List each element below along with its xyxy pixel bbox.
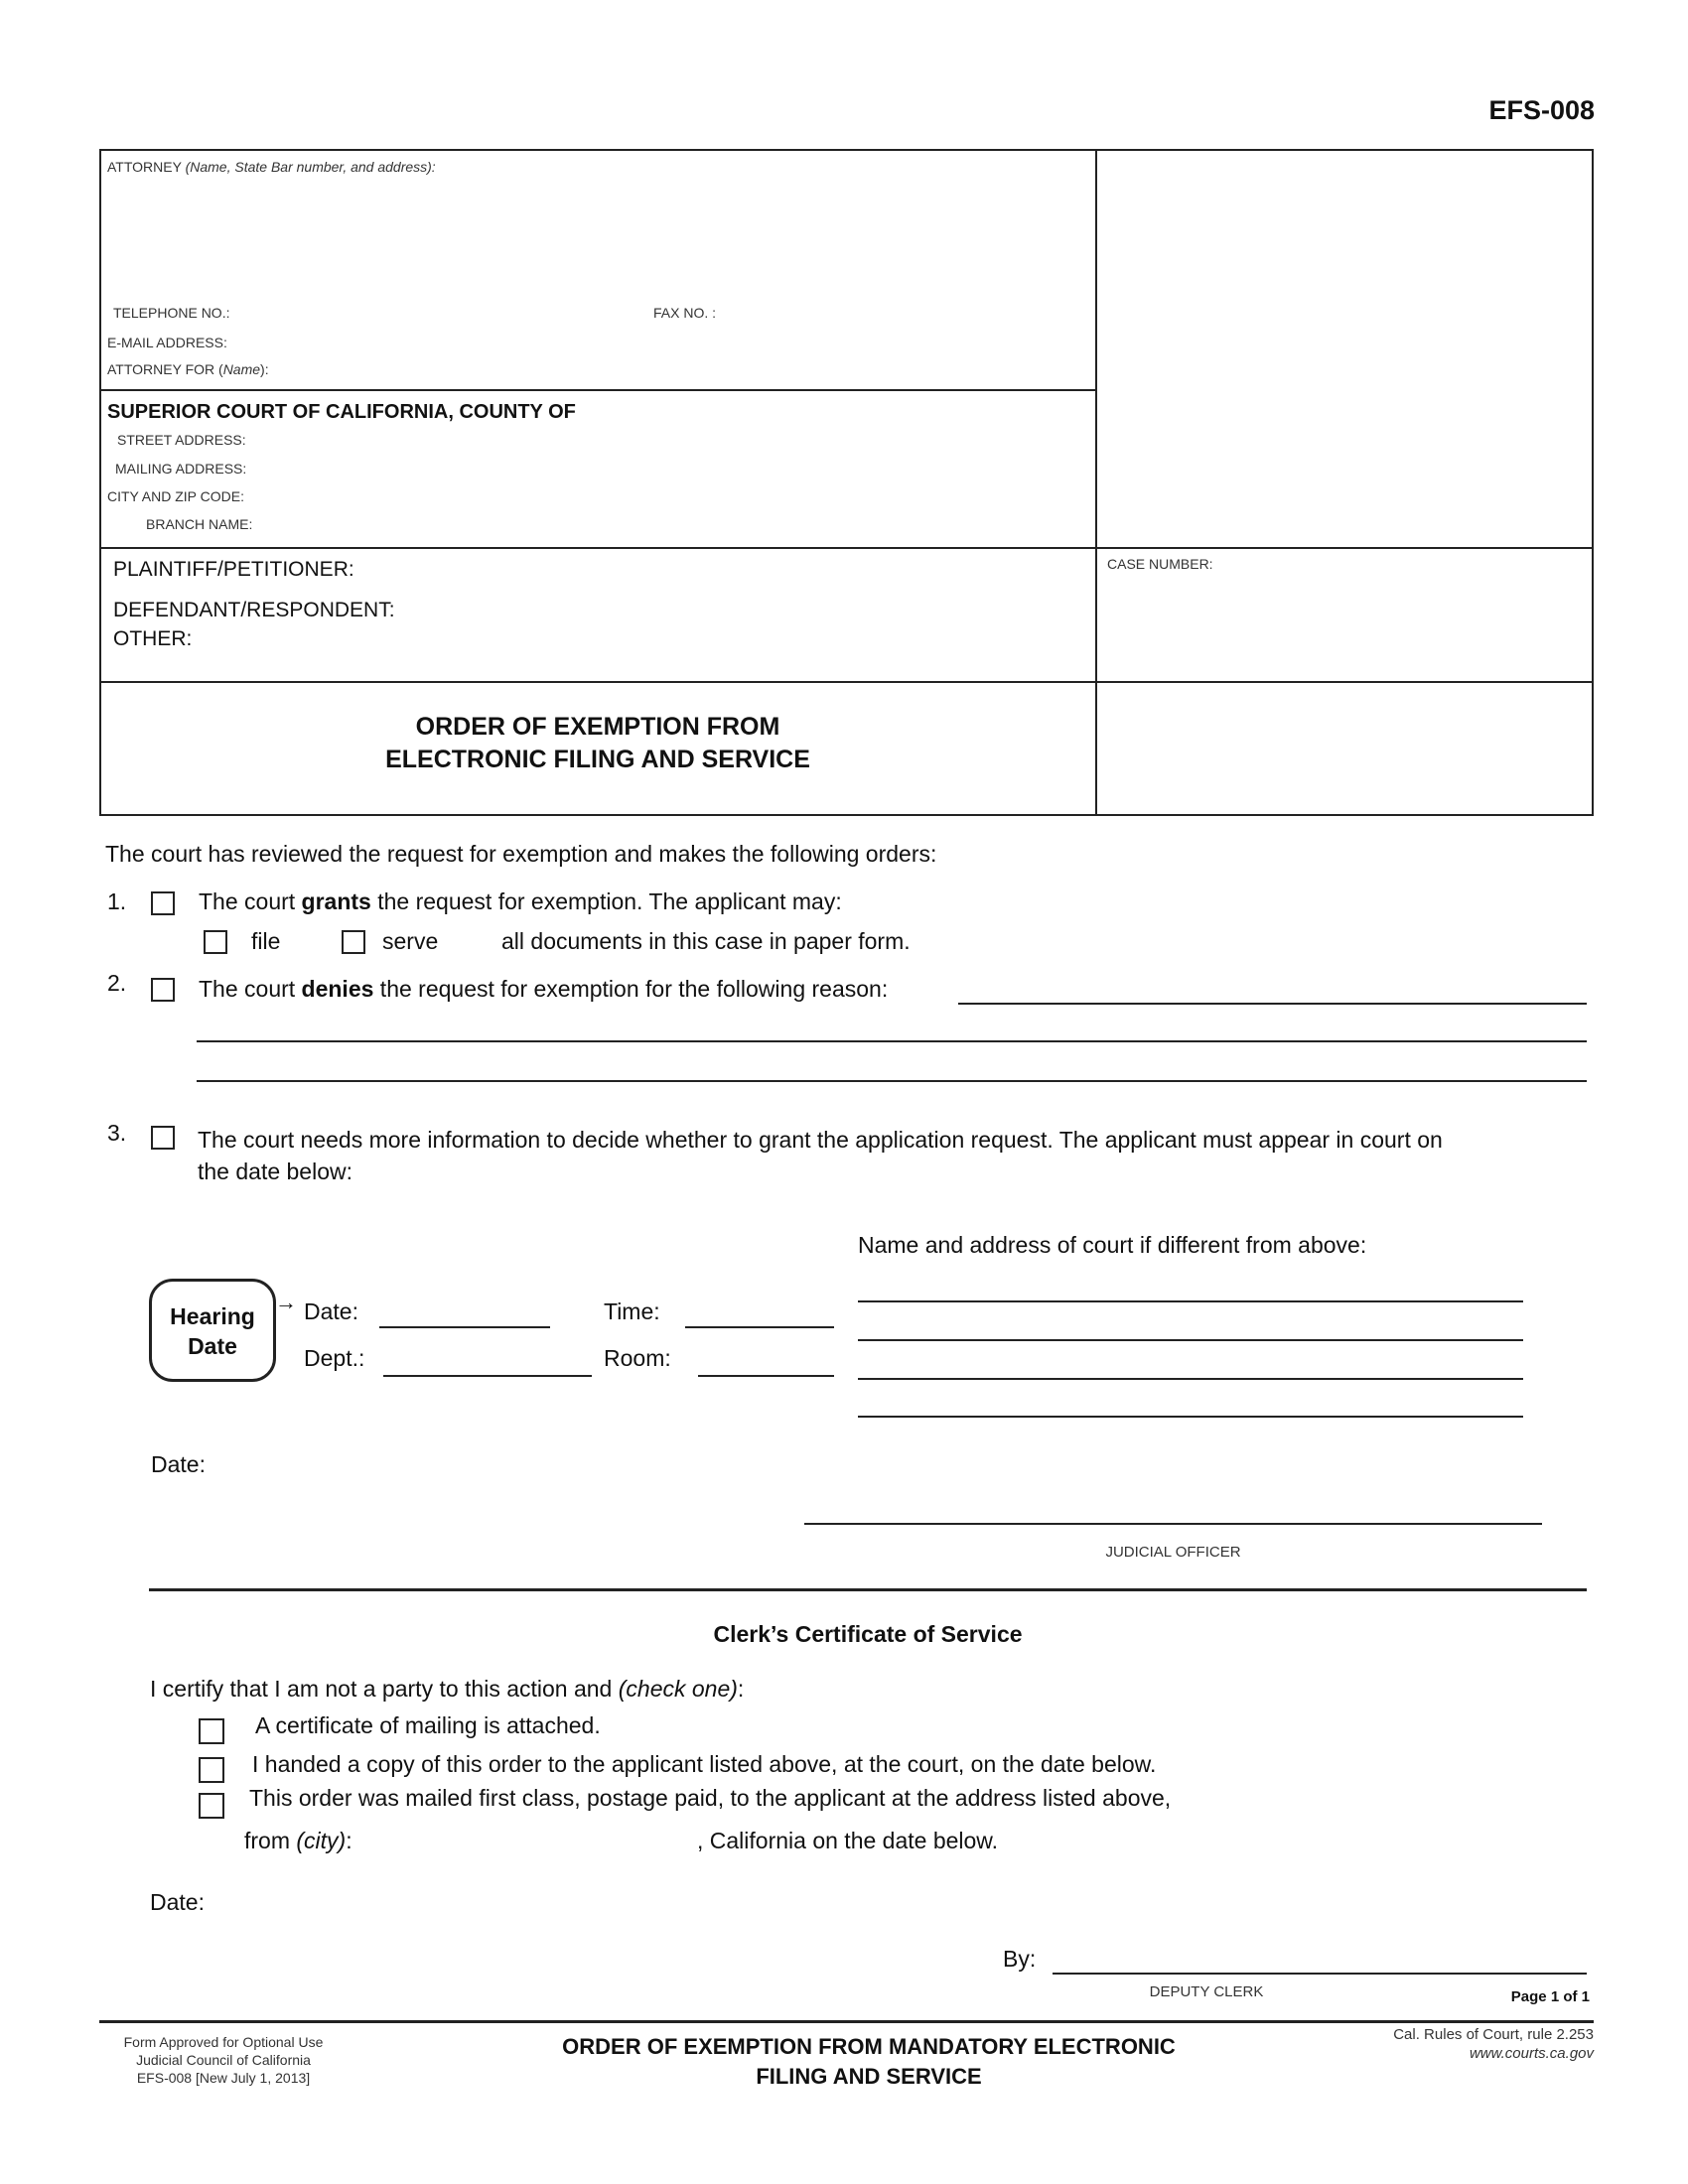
deny-text bbox=[199, 976, 888, 1003]
grant-checkbox[interactable] bbox=[151, 891, 175, 915]
california-text: , California on the date below. bbox=[697, 1828, 999, 1853]
attorney-label bbox=[107, 159, 436, 175]
arrow-icon: → bbox=[275, 1290, 297, 1314]
certify-text-post: : bbox=[737, 1676, 745, 1702]
grant-text bbox=[199, 888, 842, 915]
mailed-text: This order was mailed first class, postage paid, to the applicant at the address listed above, bbox=[249, 1785, 1172, 1811]
attorney-for-name-hint: Name bbox=[222, 361, 261, 377]
defendant-label: DEFENDANT/RESPONDENT: bbox=[113, 599, 395, 621]
deputy-clerk-label: DEPUTY CLERK bbox=[1149, 1983, 1264, 2000]
more-info-line1: The court needs more information to decide whether to grant the application request. The applicant must appear in court on bbox=[198, 1127, 1443, 1153]
more-info-line2: the date below: bbox=[198, 1159, 353, 1184]
more-info-text bbox=[198, 1124, 1443, 1187]
serve-checkbox[interactable] bbox=[342, 930, 365, 954]
footer-title bbox=[477, 2032, 1261, 2092]
file-label: file bbox=[251, 928, 281, 954]
approved-line2: Judicial Council of California bbox=[136, 2052, 311, 2068]
attorney-for-label bbox=[107, 361, 269, 377]
serve-label: serve bbox=[382, 928, 439, 954]
item2-number: 2. bbox=[107, 970, 127, 996]
certificate-mailing-text: A certificate of mailing is attached. bbox=[255, 1712, 601, 1738]
item1-number: 1. bbox=[107, 888, 127, 914]
hearing-badge-line2: Date bbox=[188, 1333, 237, 1359]
judicial-officer-label: JUDICIAL OFFICER bbox=[1105, 1544, 1241, 1561]
orders-intro: The court has reviewed the request for exemption and makes the following orders: bbox=[105, 841, 937, 867]
deny-text-post: the request for exemption for the following reason: bbox=[373, 976, 889, 1002]
grant-text-pre: The court bbox=[199, 888, 302, 914]
fax-label: FAX NO. : bbox=[653, 305, 717, 321]
deny-reason-line-2[interactable] bbox=[197, 1040, 1587, 1042]
court-address-line-1[interactable] bbox=[858, 1300, 1523, 1302]
paper-form-text: all documents in this case in paper form. bbox=[501, 928, 911, 954]
clerk-date-label: Date: bbox=[150, 1889, 205, 1915]
deny-checkbox[interactable] bbox=[151, 978, 175, 1002]
footer-rule bbox=[99, 2020, 1594, 2023]
certify-text bbox=[150, 1676, 744, 1703]
section-divider bbox=[149, 1588, 1587, 1591]
handed-copy-text: I handed a copy of this order to the applicant listed above, at the court, on the date below. bbox=[252, 1751, 1157, 1777]
footer-title-line2: FILING AND SERVICE bbox=[756, 2064, 982, 2089]
grant-text-post: the request for exemption. The applicant may: bbox=[370, 888, 842, 914]
hearing-dept-label: Dept.: bbox=[304, 1345, 365, 1371]
file-checkbox[interactable] bbox=[204, 930, 227, 954]
caption-divider-parties bbox=[99, 681, 1594, 683]
city-zip-label: CITY AND ZIP CODE: bbox=[107, 488, 244, 504]
hearing-dept-line[interactable] bbox=[383, 1375, 592, 1377]
certify-text-pre: I certify that I am not a party to this action and bbox=[150, 1676, 619, 1702]
court-address-line-4[interactable] bbox=[858, 1416, 1523, 1418]
from-city-hint: (city) bbox=[296, 1828, 347, 1853]
caption-divider-court bbox=[99, 547, 1594, 549]
by-label: By: bbox=[1003, 1946, 1037, 1972]
more-info-checkbox[interactable] bbox=[151, 1126, 175, 1150]
email-label: E-MAIL ADDRESS: bbox=[107, 335, 227, 350]
attorney-for-close: ): bbox=[260, 361, 269, 377]
branch-name-label: BRANCH NAME: bbox=[146, 516, 253, 532]
deny-text-bold: denies bbox=[301, 976, 374, 1002]
court-address-line-2[interactable] bbox=[858, 1339, 1523, 1341]
case-number-label: CASE NUMBER: bbox=[1107, 556, 1213, 572]
attorney-hint: (Name, State Bar number, and address): bbox=[185, 159, 436, 175]
hearing-date-badge bbox=[149, 1279, 276, 1382]
certify-text-italic: (check one) bbox=[618, 1676, 738, 1702]
hearing-date-line[interactable] bbox=[379, 1326, 550, 1328]
grant-text-bold: grants bbox=[301, 888, 371, 914]
document-title-line1: ORDER OF EXEMPTION FROM bbox=[415, 713, 780, 741]
from-city-text bbox=[244, 1828, 352, 1854]
court-address-line-3[interactable] bbox=[858, 1378, 1523, 1380]
from-colon: : bbox=[346, 1828, 352, 1853]
court-address-label: Name and address of court if different from above: bbox=[858, 1232, 1367, 1258]
deny-text-pre: The court bbox=[199, 976, 302, 1002]
attorney-label-text: ATTORNEY bbox=[107, 159, 182, 175]
approved-line1: Form Approved for Optional Use bbox=[123, 2034, 324, 2050]
document-title-line2: ELECTRONIC FILING AND SERVICE bbox=[385, 746, 810, 773]
hearing-badge-line1: Hearing bbox=[170, 1303, 255, 1329]
plaintiff-label: PLAINTIFF/PETITIONER: bbox=[113, 558, 354, 581]
certificate-mailing-checkbox[interactable] bbox=[199, 1718, 224, 1744]
form-approval-block bbox=[99, 2033, 348, 2087]
hearing-date-label: Date: bbox=[304, 1298, 358, 1324]
document-title bbox=[99, 711, 1096, 776]
court-title: SUPERIOR COURT OF CALIFORNIA, COUNTY OF bbox=[107, 401, 576, 423]
clerk-certificate-title: Clerk’s Certificate of Service bbox=[713, 1621, 1023, 1647]
judicial-signature-line[interactable] bbox=[804, 1523, 1542, 1525]
telephone-label: TELEPHONE NO.: bbox=[113, 305, 230, 321]
order-date-label: Date: bbox=[151, 1451, 206, 1477]
court-website[interactable]: www.courts.ca.gov bbox=[1469, 2045, 1594, 2062]
form-id: EFS-008 bbox=[1488, 95, 1595, 125]
other-label: OTHER: bbox=[113, 627, 193, 650]
mailed-checkbox[interactable] bbox=[199, 1793, 224, 1819]
deputy-clerk-signature-line[interactable] bbox=[1053, 1973, 1587, 1975]
hearing-time-line[interactable] bbox=[685, 1326, 834, 1328]
street-address-label: STREET ADDRESS: bbox=[117, 432, 246, 448]
hearing-time-label: Time: bbox=[604, 1298, 660, 1324]
deny-reason-line-3[interactable] bbox=[197, 1080, 1587, 1082]
item3-number: 3. bbox=[107, 1120, 127, 1146]
hearing-room-label: Room: bbox=[604, 1345, 671, 1371]
from-label: from bbox=[244, 1828, 297, 1853]
footer-title-line1: ORDER OF EXEMPTION FROM MANDATORY ELECTRONIC bbox=[562, 2034, 1176, 2059]
hearing-room-line[interactable] bbox=[698, 1375, 834, 1377]
caption-divider-attorney bbox=[99, 389, 1096, 391]
rule-text: Cal. Rules of Court, rule 2.253 bbox=[1393, 2026, 1594, 2043]
rule-reference bbox=[1393, 2025, 1594, 2063]
mailing-address-label: MAILING ADDRESS: bbox=[115, 461, 247, 477]
approved-line3: EFS-008 [New July 1, 2013] bbox=[136, 2070, 311, 2086]
deny-reason-line-1[interactable] bbox=[958, 1003, 1587, 1005]
page-number: Page 1 of 1 bbox=[1510, 1988, 1590, 2005]
handed-copy-checkbox[interactable] bbox=[199, 1757, 224, 1783]
attorney-for-text: ATTORNEY FOR ( bbox=[107, 361, 223, 377]
